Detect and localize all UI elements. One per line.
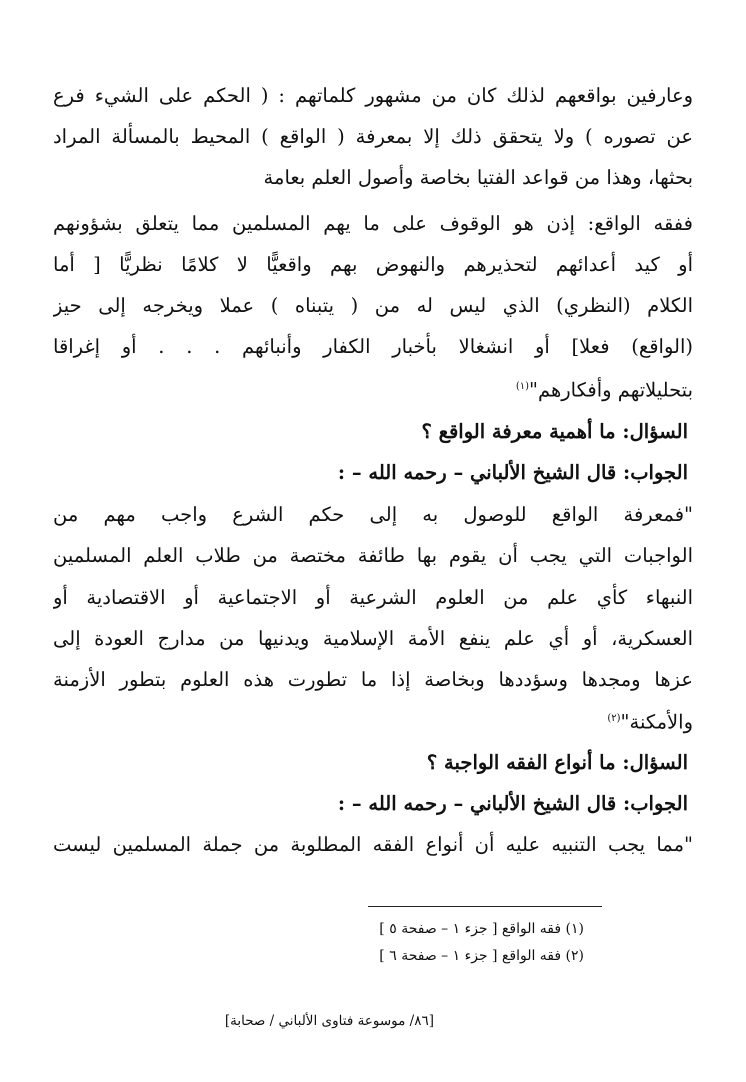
text-line-content: بتحليلاتهم وأفكارهم" bbox=[529, 378, 693, 402]
question-heading bbox=[48, 413, 688, 451]
footnote-marker: (٢) bbox=[607, 713, 621, 724]
question-heading bbox=[48, 744, 688, 782]
answer-label: الجواب: bbox=[623, 461, 688, 484]
text-line: الواجبات التي يجب أن يقوم بها طائفة مختصة من طلاب العلم المسلمين bbox=[53, 544, 693, 567]
text-line: العسكرية، أو أي علم ينفع الأمة الإسلامية ويدنيها من مدارج العودة إلى bbox=[53, 627, 693, 650]
text-line: ففقه الواقع: إذن هو الوقوف على ما يهم المسلمين مما يتعلق بشؤونهم bbox=[53, 212, 693, 235]
question-label: السؤال: bbox=[622, 420, 688, 443]
question-label: السؤال: bbox=[622, 751, 688, 774]
footnote-marker: (١) bbox=[515, 381, 530, 392]
text-line bbox=[53, 700, 693, 738]
answer-text: قال الشيخ الألباني – رحمه الله – : bbox=[337, 792, 623, 815]
answer-label: الجواب: bbox=[623, 792, 688, 815]
text-line: عن تصوره ) ولا يتحقق ذلك إلا بمعرفة ( الواقع ) المحيط بالمسألة المراد bbox=[53, 125, 693, 148]
text-line: عزها ومجدها وسؤددها وبخاصة إذا ما تطورت هذه العلوم بتطور الأزمنة bbox=[53, 668, 693, 691]
page-footer: [٨٦/ موسوعة فتاوى الألباني / صحابة] bbox=[224, 1013, 434, 1029]
footnote: (٢) فقه الواقع [ جزء ١ – صفحة ٦ ] bbox=[379, 948, 584, 964]
footnote-divider bbox=[368, 906, 602, 907]
answer-heading bbox=[48, 785, 688, 823]
text-line: "فمعرفة الواقع للوصول به إلى حكم الشرع واجب مهم من bbox=[53, 503, 693, 526]
text-line: وعارفين بواقعهم لذلك كان من مشهور كلماتهم : ( الحكم على الشيء فرع bbox=[53, 84, 693, 107]
text-line bbox=[53, 368, 693, 406]
footnote: (١) فقه الواقع [ جزء ١ – صفحة ٥ ] bbox=[379, 921, 584, 937]
question-text: ما أهمية معرفة الواقع ؟ bbox=[421, 420, 623, 443]
text-line-content: والأمكنة" bbox=[620, 710, 693, 734]
answer-text: قال الشيخ الألباني – رحمه الله – : bbox=[337, 461, 623, 484]
text-line: النبهاء كأي علم من العلوم الشرعية أو الاجتماعية أو الاقتصادية أو bbox=[53, 586, 693, 609]
answer-heading bbox=[48, 454, 688, 492]
question-text: ما أنواع الفقه الواجبة ؟ bbox=[426, 751, 623, 774]
text-line: "مما يجب التنبيه عليه أن أنواع الفقه المطلوبة من جملة المسلمين ليست bbox=[53, 833, 693, 856]
text-line: (الواقع) فعلا] أو انشغالا بأخبار الكفار وأنبائهم . . . أو إغراقا bbox=[53, 335, 693, 358]
text-line: بحثها، وهذا من قواعد الفتيا بخاصة وأصول العلم بعامة bbox=[263, 166, 693, 189]
text-line: الكلام (النظري) الذي ليس له من ( يتبناه ) عملا ويخرجه إلى حيز bbox=[53, 294, 693, 317]
text-line: أو كيد أعدائهم لتحذيرهم والنهوض بهم واقعيًّا لا كلامًا نظريًّا [ أما bbox=[53, 253, 693, 276]
